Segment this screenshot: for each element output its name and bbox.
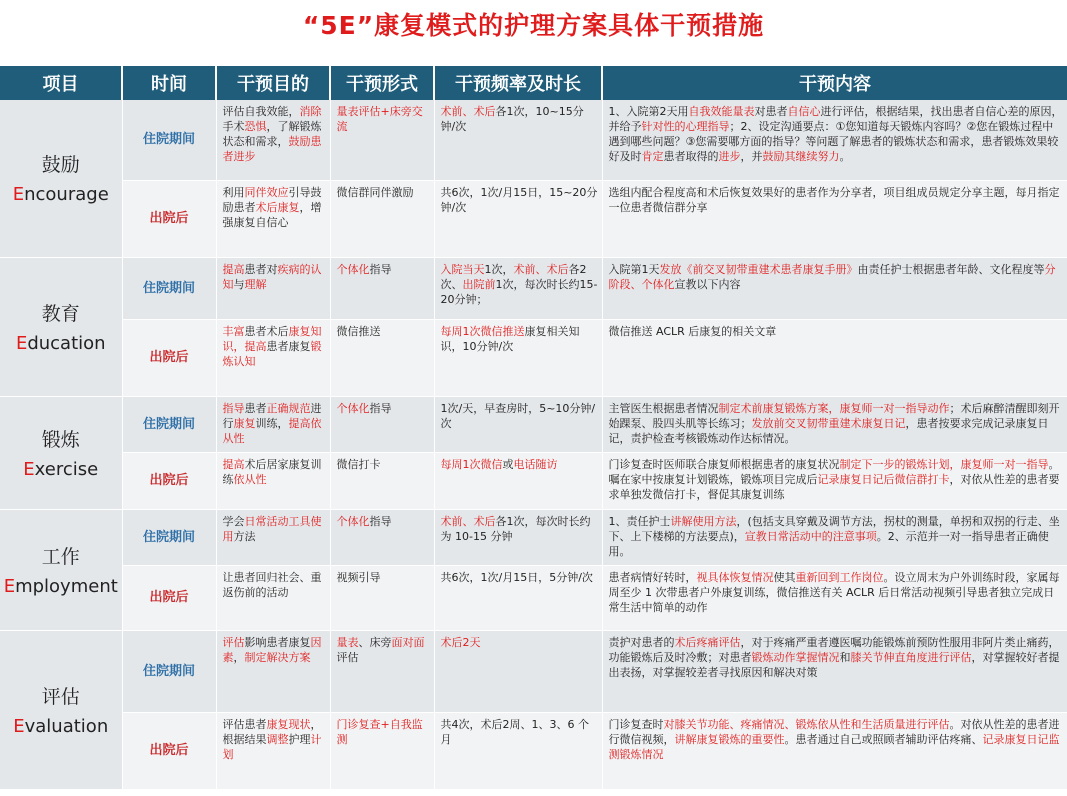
header-frequency: 干预频率及时长: [434, 66, 602, 100]
section-initial: E: [12, 184, 25, 206]
section-name-en-rest: ncourage: [24, 184, 109, 206]
content-cell-text: 主管医生根据患者情况: [608, 401, 719, 415]
form-cell: [330, 100, 434, 180]
content-cell: [602, 257, 1067, 319]
table-row: [0, 630, 1067, 712]
purpose-cell-text: 评估患者: [222, 717, 267, 731]
time-cell: 出院后: [122, 452, 216, 509]
table-row: [0, 712, 1067, 789]
time-cell: 出院后: [122, 180, 216, 257]
content-cell-text: 肯定: [641, 150, 664, 163]
form-cell-text: 微信推送: [336, 324, 381, 338]
purpose-cell-text: 计划: [222, 732, 322, 761]
content-cell-text: 使其: [773, 570, 796, 584]
frequency-cell-text: 各2次、: [440, 262, 587, 291]
form-cell: [330, 319, 434, 396]
content-cell-text: 记录康复日记监测锻炼情况: [608, 732, 1060, 761]
header-content: 干预内容: [602, 66, 1067, 100]
frequency-cell: [434, 712, 602, 789]
form-cell: [330, 452, 434, 509]
frequency-cell-text: 术前、术后: [440, 514, 496, 528]
purpose-cell-text: ，了解锻炼状态和需求，: [222, 120, 322, 148]
section-label: [0, 509, 122, 630]
content-cell-text: 分阶段、个体化: [608, 262, 1056, 291]
content-cell-text: ，对于疼痛严重者遵医嘱功能锻炼前预防性服用非阿片类止痛药，功能锻炼后及时冷敷；对患者: [608, 635, 1060, 664]
purpose-cell-text: 引导鼓励患者: [222, 185, 322, 214]
table-row: [0, 319, 1067, 396]
form-cell-text: 指导: [369, 514, 392, 528]
content-cell-text: 门诊复查时: [608, 717, 664, 731]
content-cell-text: 膝关节伸直角度进行评估: [850, 650, 972, 664]
frequency-cell-text: 电话随访: [513, 457, 558, 471]
content-cell-text: 锻炼动作掌握情况: [751, 650, 840, 664]
content-cell-text: ，患者按要求完成记录康复日记，责护检查考核锻炼动作达标情况。: [608, 416, 1049, 445]
purpose-cell-text: 进行: [222, 401, 322, 430]
frequency-cell-text: 入院当天: [440, 262, 485, 276]
purpose-cell: [216, 630, 330, 712]
form-cell: [330, 257, 434, 319]
purpose-cell: [216, 396, 330, 452]
header-form: 干预形式: [330, 66, 434, 100]
purpose-cell-text: 患者术后: [244, 324, 289, 338]
time-cell: 住院期间: [122, 396, 216, 452]
frequency-cell-text: 各1次，10~15分钟/次: [440, 105, 584, 133]
purpose-cell-text: ，增强康复自信心: [222, 200, 322, 229]
content-cell-text: 制定下一步的锻炼计划，康复师一对一指导: [839, 457, 1049, 471]
frequency-cell-text: 1次，每次时长约15-20分钟；: [440, 277, 598, 306]
content-cell-text: 自我效能量表: [688, 105, 755, 118]
content-cell: [602, 100, 1067, 180]
purpose-cell-text: 患者康复: [266, 339, 311, 353]
section-label: [0, 630, 122, 789]
content-cell-text: 和: [839, 650, 851, 664]
content-cell-text: 。嘱在家中按康复计划锻炼，锻炼项目完成后: [608, 457, 1060, 486]
content-cell-text: 。患者通过自己或照顾者辅助评估疼痛、: [784, 732, 983, 746]
purpose-cell-text: 锻炼认知: [222, 339, 322, 368]
purpose-cell-text: 提高依从性: [222, 416, 322, 445]
content-cell-text: 进行评估，根据结果，找出患者自信心差的原因，并给予: [608, 105, 1063, 133]
table-row: [0, 565, 1067, 630]
form-cell-text: 个体化: [336, 262, 370, 276]
purpose-cell-text: 调整: [266, 732, 289, 746]
frequency-cell: [434, 180, 602, 257]
content-cell: [602, 319, 1067, 396]
purpose-cell-text: 指导: [222, 401, 245, 415]
frequency-cell: [434, 100, 602, 180]
form-cell-text: 量表评估+床旁交流: [336, 105, 423, 133]
form-cell-text: 评估: [336, 650, 359, 664]
content-cell-text: 制定术前康复锻炼方案，康复师一对一指导动作: [718, 401, 950, 415]
content-cell-text: 。对依从性差的患者进行微信视频，: [608, 717, 1060, 746]
content-cell-text: 发放前交叉韧带重建术康复日记: [751, 416, 906, 430]
content-cell: [602, 509, 1067, 565]
frequency-cell-text: 康复相关知识，10分钟/次: [440, 324, 580, 353]
content-cell-text: 讲解使用方法: [670, 514, 737, 528]
content-cell-text: 患者取得的: [663, 150, 719, 163]
section-label: [0, 396, 122, 509]
frequency-cell: [434, 257, 602, 319]
content-cell-text: 1、入院第2天用: [608, 105, 689, 118]
form-cell-text: 个体化: [336, 401, 370, 415]
section-initial: E: [15, 332, 28, 354]
frequency-cell-text: 术前、术后: [440, 105, 496, 118]
content-cell-text: 术后疼痛评估: [674, 635, 741, 649]
purpose-cell-text: 手术: [222, 120, 245, 133]
section-name-en: [0, 574, 122, 600]
content-cell-text: 重新回到工作岗位: [795, 570, 884, 584]
content-cell-text: 记录康复日记后微信群打卡: [817, 472, 950, 486]
header-item: 项目: [0, 66, 122, 100]
content-cell: [602, 180, 1067, 257]
time-cell: 住院期间: [122, 100, 216, 180]
section-initial: E: [23, 458, 35, 480]
purpose-cell-text: 评估自我效能，: [222, 105, 300, 118]
table-row: [0, 396, 1067, 452]
time-cell: 住院期间: [122, 257, 216, 319]
frequency-cell: [434, 630, 602, 712]
content-cell-text: 门诊复查时医师联合康复师根据患者的康复状况: [608, 457, 840, 471]
purpose-cell: [216, 452, 330, 509]
content-cell-text: 。设立周末为户外训练时段，家属每周至少 1 次带患者户外康复训练，微信推送有关 ACLR 后日常活动视频引导患者独立完成日常生活中简单的动作: [608, 570, 1060, 614]
purpose-cell-text: 评估: [222, 635, 245, 649]
table-body: [0, 100, 1067, 789]
section-name-cn: 教育: [41, 302, 80, 325]
frequency-cell-text: 共6次，1次/月15日，15~20分钟/次: [440, 185, 598, 214]
content-cell-text: ，并: [740, 150, 763, 163]
intervention-table: [0, 66, 1067, 790]
section-initial: E: [13, 715, 25, 737]
section-name-en-rest: mployment: [15, 575, 118, 597]
purpose-cell-text: 护理: [288, 732, 311, 746]
frequency-cell-text: 术前、术后: [513, 262, 569, 276]
purpose-cell-text: 正确规范: [266, 401, 311, 415]
content-cell-text: ，对掌握较好者提出表扬，对掌握较差者寻找原因和解决对策: [608, 650, 1060, 679]
content-cell-text: 微信推送 ACLR 后康复的相关文章: [608, 324, 777, 338]
form-cell-text: 面对面: [391, 635, 425, 649]
form-cell: [330, 180, 434, 257]
content-cell-text: 由责任护士根据患者年龄、文化程度等: [857, 262, 1045, 276]
frequency-cell-text: 微信推送: [480, 324, 525, 338]
content-cell-text: 针对性的心理指导: [641, 120, 730, 133]
content-cell-text: 讲解康复锻炼的重要性: [674, 732, 785, 746]
frequency-cell-text: 或: [502, 457, 514, 471]
purpose-cell-text: 术后居家康复训练: [222, 457, 322, 486]
purpose-cell-text: 鼓励患者进步: [222, 135, 322, 163]
form-cell: [330, 565, 434, 630]
header-row: [0, 66, 1067, 100]
frequency-cell: [434, 509, 602, 565]
table-row: [0, 100, 1067, 180]
header-purpose: 干预目的: [216, 66, 330, 100]
purpose-cell-text: 丰富: [222, 324, 245, 338]
content-cell-text: 自信心: [787, 105, 821, 118]
purpose-cell: [216, 257, 330, 319]
content-cell-text: 1、责任护士: [608, 514, 671, 528]
form-cell: [330, 630, 434, 712]
content-cell-text: 发放《前交叉韧带重建术患者康复手册》: [659, 262, 858, 276]
content-cell-text: 患者病情好转时，: [608, 570, 697, 584]
header-time: 时间: [122, 66, 216, 100]
form-cell-text: 视频引导: [336, 570, 381, 584]
content-cell-text: 对患者: [754, 105, 788, 118]
content-cell: [602, 712, 1067, 789]
frequency-cell-text: 出院前: [462, 277, 496, 291]
content-cell: [602, 630, 1067, 712]
form-cell-text: 微信打卡: [336, 457, 381, 471]
frequency-cell-text: 共4次，术后2周、1、3、6 个月: [440, 717, 589, 746]
content-cell: [602, 565, 1067, 630]
content-cell-text: 对膝关节功能、疼痛情况、锻炼依从性和生活质量进行评估: [663, 717, 950, 731]
purpose-cell: [216, 712, 330, 789]
purpose-cell-text: 同伴效应: [244, 185, 289, 199]
table-row: [0, 180, 1067, 257]
section-label: [0, 257, 122, 396]
time-cell: 住院期间: [122, 509, 216, 565]
content-cell-text: 视具体恢复情况: [696, 570, 774, 584]
frequency-cell: [434, 452, 602, 509]
section-name-cn: 工作: [41, 545, 80, 568]
purpose-cell-text: 学会: [222, 514, 245, 528]
section-name-en: [0, 331, 122, 357]
purpose-cell-text: 制定解决方案: [244, 650, 311, 664]
purpose-cell-text: 让患者回归社会、重返伤前的活动: [222, 570, 322, 599]
time-cell: 出院后: [122, 565, 216, 630]
purpose-cell-text: 消除: [299, 105, 322, 118]
section-name-cn: 锻炼: [41, 428, 80, 451]
content-cell-text: 责护对患者的: [608, 635, 675, 649]
content-cell-text: 。2、示范并一对一指导患者正确使用。: [608, 529, 1049, 558]
content-cell: [602, 396, 1067, 452]
content-cell-text: ；术后麻醉清醒即刻开始踝泵、股四头肌等长练习；: [608, 401, 1060, 430]
section-name-en: [0, 182, 122, 208]
time-cell: 住院期间: [122, 630, 216, 712]
frequency-cell: [434, 396, 602, 452]
section-name-en-rest: xercise: [34, 458, 99, 480]
frequency-cell-text: 每周1次: [440, 324, 481, 338]
content-cell-text: 入院第1天: [608, 262, 660, 276]
table-row: [0, 509, 1067, 565]
time-cell: 出院后: [122, 712, 216, 789]
purpose-cell-text: ，根据结果: [222, 717, 322, 746]
purpose-cell-text: 因素: [222, 635, 322, 664]
purpose-cell-text: 疾病的认知: [222, 262, 322, 291]
purpose-cell-text: ，: [233, 650, 245, 664]
purpose-cell-text: 影响患者康复: [244, 635, 311, 649]
table-row: [0, 452, 1067, 509]
section-name-en: [0, 714, 122, 740]
content-cell-text: 宣教以下内容: [674, 277, 741, 291]
form-cell: [330, 712, 434, 789]
section-name-cn: 评估: [41, 685, 80, 708]
form-cell-text: 门诊复查+自我监测: [336, 717, 423, 746]
table-row: [0, 257, 1067, 319]
content-cell-text: 进步: [718, 150, 741, 163]
content-cell-text: 宣教日常活动中的注意事项: [744, 529, 877, 543]
section-label: [0, 100, 122, 257]
form-cell-text: 指导: [369, 401, 392, 415]
purpose-cell-text: 术后康复: [255, 200, 300, 214]
frequency-cell-text: 各1次，每次时长约为 10-15 分钟: [440, 514, 591, 543]
section-name-en-rest: ducation: [27, 332, 106, 354]
purpose-cell-text: 康复现状: [266, 717, 311, 731]
content-cell-text: 选组内配合程度高和术后恢复效果好的患者作为分享者，项目组成员规定分享主题，每月指定一位患者微信群分享: [608, 185, 1060, 214]
page-title: “5E”康复模式的护理方案具体干预措施: [302, 11, 765, 40]
purpose-cell-text: 康复知识，提高: [222, 324, 322, 353]
frequency-cell: [434, 319, 602, 396]
purpose-cell-text: 训练，: [255, 416, 289, 430]
purpose-cell: [216, 319, 330, 396]
frequency-cell-text: 微信: [480, 457, 503, 471]
purpose-cell-text: 患者: [244, 401, 267, 415]
form-cell-text: 指导: [369, 262, 392, 276]
purpose-cell-text: 利用: [222, 185, 245, 199]
content-cell-text: 鼓励其继续努力: [762, 150, 840, 163]
section-name-en: [0, 457, 122, 483]
purpose-cell-text: 恐惧: [244, 120, 267, 133]
time-cell: 出院后: [122, 319, 216, 396]
purpose-cell: [216, 100, 330, 180]
purpose-cell-text: 依从性: [233, 472, 267, 486]
frequency-cell-text: 1次/天，早查房时，5~10分钟/次: [440, 401, 596, 430]
purpose-cell: [216, 180, 330, 257]
section-initial: E: [3, 575, 16, 597]
form-cell-text: 个体化: [336, 514, 370, 528]
content-cell-text: ，(包括支具穿戴及调节方法，拐杖的测量，单拐和双拐的行走、坐下、上下楼梯的方法要点)，: [608, 514, 1060, 543]
purpose-cell: [216, 565, 330, 630]
content-cell-text: ；2、设定沟通要点：①您知道每天锻炼内容吗？②您在锻炼过程中遇到哪些问题？③您需要哪方面的指导？等问题了解患者的锻炼状态和需求，患者锻炼效果较好及时: [608, 120, 1059, 163]
purpose-cell-text: 康复: [233, 416, 256, 430]
form-cell-text: 量表: [336, 635, 359, 649]
frequency-cell-text: 1次，: [484, 262, 514, 276]
frequency-cell-text: 每周1次: [440, 457, 481, 471]
content-cell-text: 。: [839, 150, 851, 163]
form-cell-text: 、床旁: [358, 635, 392, 649]
purpose-cell-text: 与: [233, 277, 245, 291]
purpose-cell-text: 提高: [222, 457, 245, 471]
form-cell: [330, 396, 434, 452]
form-cell: [330, 509, 434, 565]
purpose-cell-text: 日常活动工具使用: [222, 514, 322, 543]
content-cell: [602, 452, 1067, 509]
frequency-cell-text: 术后2天: [440, 635, 481, 649]
frequency-cell-text: 共6次，1次/月15日，5分钟/次: [440, 570, 593, 584]
section-name-cn: 鼓励: [41, 154, 80, 177]
frequency-cell: [434, 565, 602, 630]
section-name-en-rest: valuation: [24, 715, 109, 737]
purpose-cell-text: 方法: [233, 529, 256, 543]
purpose-cell-text: 提高: [222, 262, 245, 276]
purpose-cell-text: 患者对: [244, 262, 278, 276]
form-cell-text: 微信群同伴激励: [336, 185, 414, 199]
content-cell-text: ，对依从性差的患者要求单独发微信打卡，督促其康复训练: [608, 472, 1060, 501]
purpose-cell: [216, 509, 330, 565]
purpose-cell-text: 理解: [244, 277, 267, 291]
